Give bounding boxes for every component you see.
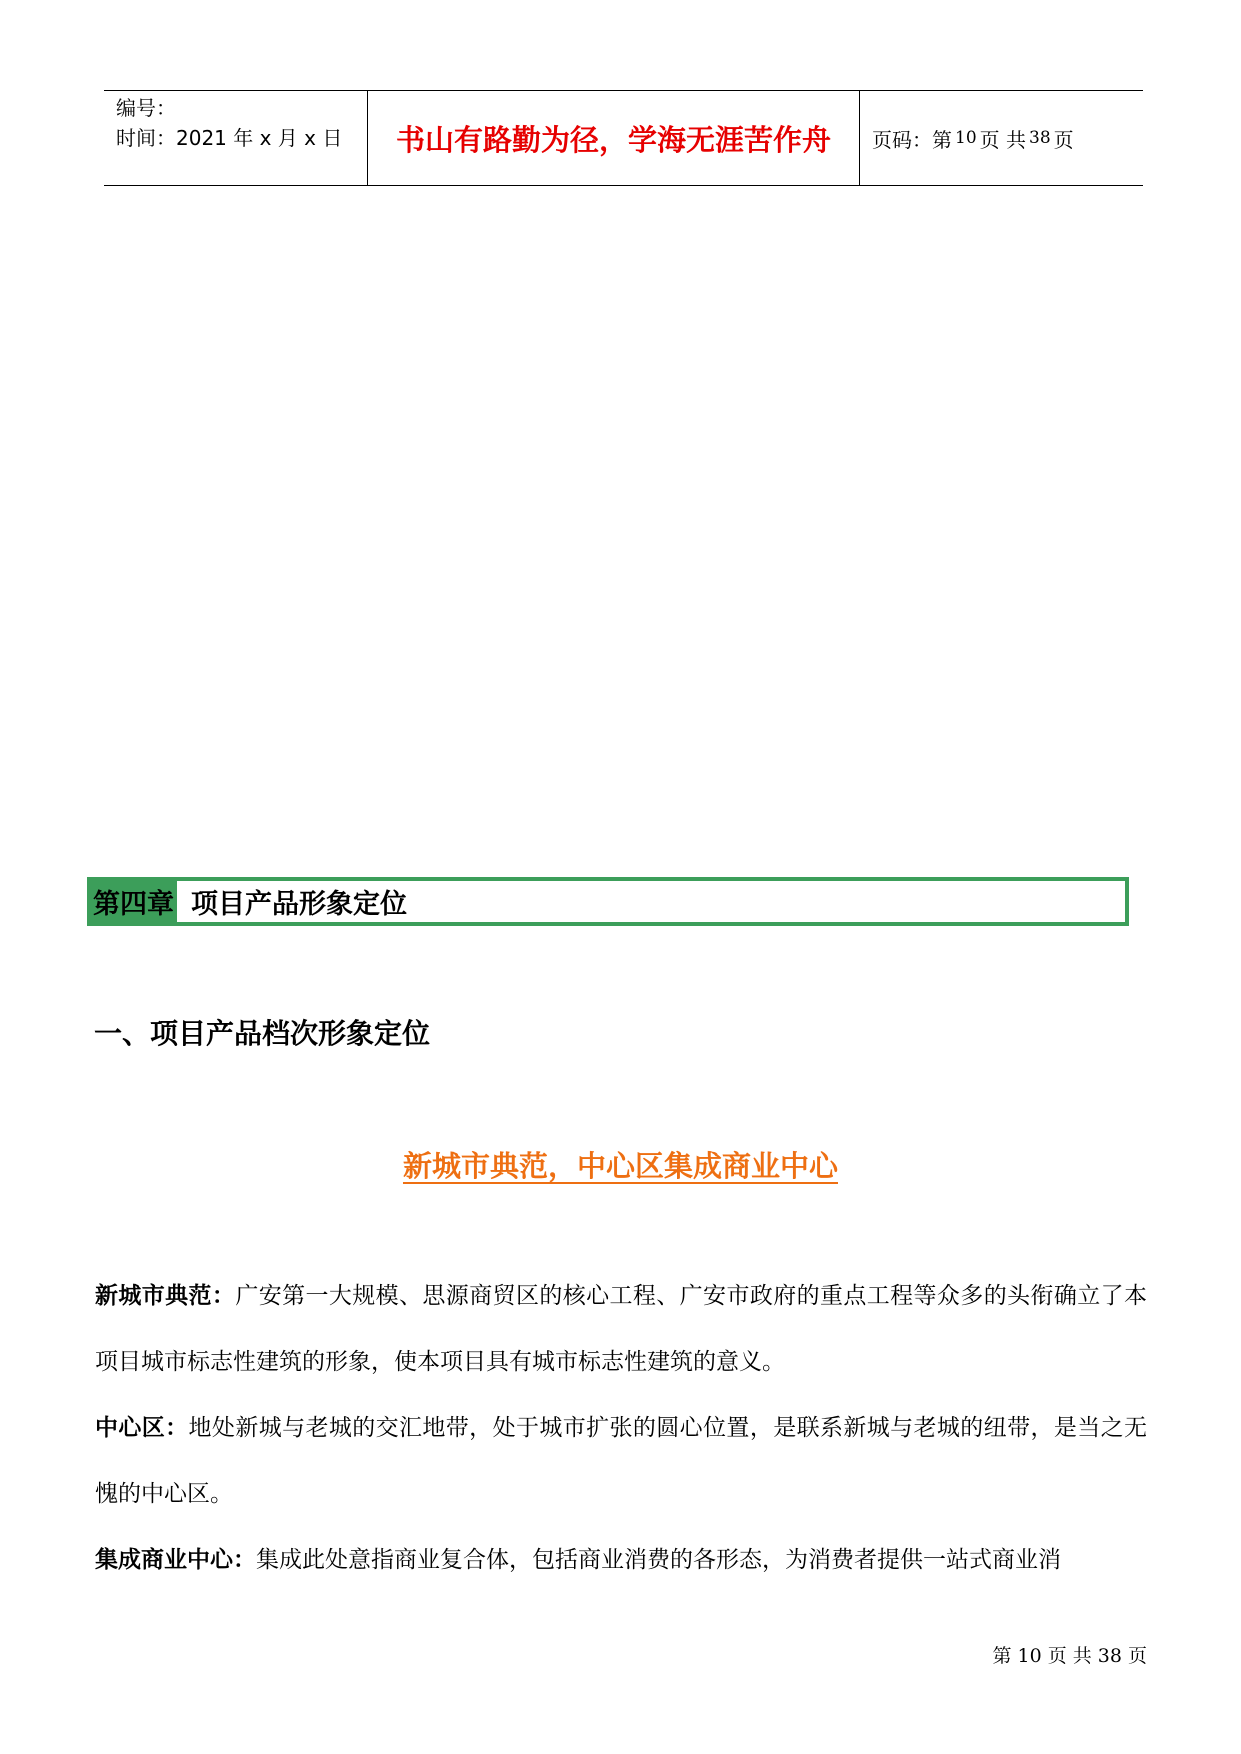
paragraph-text: 广安第一大规模、思源商贸区的核心工程、广安市政府的重点工程等众多的头衔确立了本项目城市标志性建筑的形象，使本项目具有城市标志性建筑的意义。 [95,1283,1148,1375]
chapter-number: 第四章 [91,881,177,922]
chapter-title: 项目产品形象定位 [191,889,407,920]
page-mid: 页 共 [979,127,1026,152]
paragraph [95,1395,1147,1527]
paragraph [95,1263,1147,1395]
paragraph-lead: 集成商业中心： [95,1547,256,1573]
page-prefix: 页码：第 [872,127,952,152]
paragraph-lead: 中心区： [95,1415,189,1441]
paragraph-lead: 新城市典范： [95,1283,236,1309]
header-page-info [860,91,1143,185]
slogan-text: 新城市典范，中心区集成商业中心 [402,1149,838,1183]
time-label: 时间：2021 年 x 月 x 日 [116,126,343,150]
header-motto: 书山有路勤为径，学海无涯苦作舟 [368,91,860,185]
page-suffix: 页 [1053,127,1074,152]
page-current: 10 [955,128,977,148]
paragraph-text: 地处新城与老城的交汇地带，处于城市扩张的圆心位置，是联系新城与老城的纽带，是当之无愧的中心区。 [95,1415,1148,1507]
page-footer: 第 10 页 共 38 页 [992,1645,1147,1667]
body-content [95,1263,1147,1593]
slogan-heading [0,1144,1241,1185]
paragraph [95,1527,1147,1593]
chapter-heading [87,877,1129,926]
header-meta [104,91,368,185]
section-title: 一、项目产品档次形象定位 [94,1017,431,1050]
page-total: 38 [1029,128,1051,148]
page-header [104,90,1143,186]
paragraph-text: 集成此处意指商业复合体，包括商业消费的各形态，为消费者提供一站式商业消 [256,1547,1061,1573]
serial-label: 编号： [116,96,176,120]
